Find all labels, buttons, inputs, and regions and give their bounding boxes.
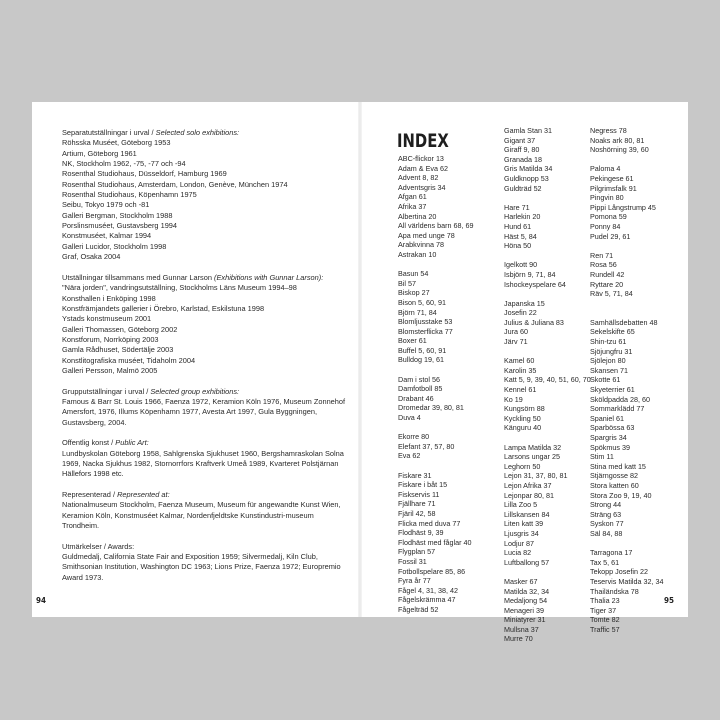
index-entry: Flygplan 57: [398, 547, 436, 557]
exhibition-entry: Konstmuséet, Kalmar 1994: [62, 231, 152, 241]
index-entry: Pekingese 61: [590, 173, 634, 183]
index-entry: Flicka med duva 77: [398, 518, 461, 528]
index-entry: Menageri 39: [504, 605, 544, 615]
section-heading: Grupputställningar i urval / Selected group exhibitions:: [62, 386, 240, 396]
index-letter-group: [590, 164, 664, 241]
index-entry: Ishockeyspelare 64: [504, 279, 566, 289]
index-entry: Tax 5, 61: [590, 557, 620, 567]
index-entry: Skansen 71: [590, 365, 628, 375]
index-entry: Kyckling 50: [504, 413, 541, 423]
index-entry: Advent 8, 82: [398, 173, 439, 183]
index-entry: ABC-flickor 13: [398, 154, 444, 163]
index-entry: Japanska 15: [504, 298, 545, 308]
index-entry: Fotbollspelare 85, 86: [398, 566, 466, 576]
index-entry: Fågelskrämma 47: [398, 595, 456, 605]
index-entry: Pudel 29, 61: [590, 231, 631, 241]
index-letter-group: [398, 471, 474, 615]
exhibition-entry: Rosenthal Studiohaus, Köpenhamn 1975: [62, 190, 197, 200]
index-entry: Kungsörn 88: [504, 404, 545, 414]
index-entry: Stim 11: [590, 452, 614, 462]
index-entry: Granada 18: [504, 154, 542, 164]
index-entry: Duva 4: [398, 413, 421, 423]
section-paragraph: Lundbyskolan Göteborg 1958, Sahlgrenska Sjukhuset 1960, Bergshamraskolan Solna 1969, Nacka Sjukhus 1982, Stornorrfors Kraftverk Umeå 1989, Kvarteret Polstjärnan Hällefors 1998 etc.: [62, 448, 344, 479]
index-entry: Flodhäst med fåglar 40: [398, 537, 472, 547]
index-entry: Hund 61: [504, 221, 532, 231]
exhibition-entry: Galleri Persson, Malmö 2005: [62, 365, 158, 375]
book-gutter: [358, 102, 362, 617]
index-entry: Rundell 42: [590, 269, 625, 279]
exhibition-entry: NK, Stockholm 1962, -75, -77 och -94: [62, 159, 186, 169]
index-entry: Medaljong 54: [504, 596, 548, 606]
index-entry: Lejon 31, 37, 80, 81: [504, 471, 568, 481]
index-entry: Negress 78: [590, 126, 627, 135]
index-entry: Fågel 4, 31, 38, 42: [398, 585, 458, 595]
index-entry: Pomona 59: [590, 212, 627, 222]
index-entry: Strong 44: [590, 500, 622, 510]
index-entry: Karolin 35: [504, 365, 537, 375]
index-entry: Sköldpadda 28, 60: [590, 394, 650, 404]
index-entry: Miniatyrer 31: [504, 615, 546, 625]
index-entry: Lejon Afrika 37: [504, 480, 552, 490]
index-entry: Thalia 23: [590, 596, 620, 606]
index-title: INDEX: [397, 130, 449, 152]
index-entry: Ljusgris 34: [504, 528, 539, 538]
index-entry: Bil 57: [398, 278, 416, 288]
page-number-right: 95: [664, 596, 675, 605]
index-entry: Gris Matilda 34: [504, 164, 553, 174]
cv-section: [62, 542, 352, 583]
index-entry: Fjäril 42, 58: [398, 508, 436, 518]
index-entry: Kamel 60: [504, 356, 535, 366]
index-entry: Spaniel 61: [590, 413, 624, 423]
exhibition-entry: Graf, Osaka 2004: [62, 252, 121, 262]
index-entry: Blomsterflicka 77: [398, 326, 453, 336]
cv-section: [62, 438, 352, 479]
index-entry: Samhällsdebatten 48: [590, 317, 658, 327]
index-entry: Julius & Juliana 83: [504, 317, 564, 327]
index-column-1: [398, 154, 474, 624]
exhibition-entry: Rosenthal Studiohaus, Amsterdam, London, Genève, München 1974: [62, 179, 288, 189]
exhibition-entry: Ystads konstmuseum 2001: [62, 314, 152, 324]
index-entry: Stora katten 60: [590, 480, 639, 490]
index-entry: Sjöjungfru 31: [590, 346, 633, 356]
index-column-3: [590, 126, 664, 644]
index-entry: Pilgrimsfalk 91: [590, 183, 637, 193]
index-entry: Dam i stol 56: [398, 374, 440, 384]
index-entry: Fiskare 31: [398, 470, 432, 480]
index-entry: Liten katt 39: [504, 519, 544, 529]
index-entry: Murre 70: [504, 634, 533, 644]
index-entry: Ko 19: [504, 394, 523, 404]
index-letter-group: [504, 299, 591, 347]
index-entry: Jura 60: [504, 327, 528, 337]
index-letter-group: [398, 269, 474, 365]
index-column-2: [504, 126, 591, 654]
index-entry: Isbjörn 9, 71, 84: [504, 269, 556, 279]
exhibition-entry: Seibu, Tokyo 1979 och -81: [62, 200, 150, 210]
index-entry: Lucia 82: [504, 548, 532, 558]
index-entry: Räv 5, 71, 84: [590, 289, 633, 299]
index-entry: Damfotboll 85: [398, 384, 443, 394]
exhibition-entry: "Nära jorden", vandringsutställning, Stockholms Läns Museum 1994–98: [62, 283, 297, 293]
cv-section: [62, 128, 352, 262]
index-entry: Eva 62: [398, 451, 421, 461]
index-entry: Shin-tzu 61: [590, 337, 627, 347]
index-entry: Larsons ungar 25: [504, 452, 560, 462]
index-entry: Drabant 46: [398, 393, 434, 403]
exhibition-entry: Röhsska Muséet, Göteborg 1953: [62, 138, 171, 148]
index-letter-group: [504, 203, 591, 251]
index-letter-group: [504, 356, 591, 433]
index-entry: All världens barn 68, 69: [398, 221, 474, 231]
index-entry: Bulldog 19, 61: [398, 355, 444, 365]
index-entry: Noshörning 39, 60: [590, 145, 649, 155]
index-entry: Bison 5, 60, 91: [398, 297, 446, 307]
index-entry: Luftballong 57: [504, 557, 550, 567]
index-entry: Tomte 82: [590, 615, 620, 625]
index-entry: Flodhäst 9, 39: [398, 528, 444, 538]
index-entry: Skotte 61: [590, 375, 621, 385]
index-entry: Boxer 61: [398, 336, 427, 346]
exhibition-entry: Konstforum, Norrköping 2003: [62, 334, 159, 344]
index-letter-group: [398, 432, 474, 461]
index-letter-group: [398, 154, 474, 260]
exhibition-entry: Konstlitografiska muséet, Tidaholm 2004: [62, 355, 196, 365]
index-entry: Paloma 4: [590, 164, 621, 174]
index-entry: Tiger 37: [590, 605, 617, 615]
index-entry: Afrika 37: [398, 201, 427, 211]
cv-section: [62, 387, 352, 428]
index-letter-group: [398, 375, 474, 423]
section-heading: Offentlig konst / Public Art:: [62, 438, 149, 448]
index-entry: Lejonpar 80, 81: [504, 490, 554, 500]
index-entry: Järv 71: [504, 337, 528, 347]
index-letter-group: [504, 443, 591, 568]
exhibition-entry: Konsthallen i Enköping 1998: [62, 293, 156, 303]
index-entry: Gigant 37: [504, 135, 536, 145]
index-entry: Harlekin 20: [504, 212, 541, 222]
index-entry: Elefant 37, 57, 80: [398, 441, 455, 451]
page-number-left: 94: [36, 596, 47, 605]
index-entry: Stora Zoo 9, 19, 40: [590, 490, 652, 500]
index-entry: Fiskservis 11: [398, 489, 440, 499]
index-entry: Josefin 22: [504, 308, 537, 318]
index-entry: Rosa 56: [590, 260, 617, 270]
index-entry: Fågelträd 52: [398, 604, 439, 614]
index-entry: Stjärngosse 82: [590, 471, 638, 481]
index-entry: Adam & Eva 62: [398, 163, 448, 173]
index-entry: Ponny 84: [590, 221, 621, 231]
index-entry: Spökmus 39: [590, 442, 630, 452]
index-entry: Masker 67: [504, 576, 538, 586]
index-entry: Fjällhare 71: [398, 499, 436, 509]
index-entry: Känguru 40: [504, 423, 542, 433]
index-entry: Tekopp Josefin 22: [590, 567, 648, 577]
index-entry: Albertina 20: [398, 211, 437, 221]
index-letter-group: [590, 318, 664, 539]
cv-section: [62, 490, 352, 531]
index-entry: Häst 5, 84: [504, 231, 537, 241]
index-entry: Sträng 63: [590, 509, 622, 519]
index-entry: Höna 50: [504, 241, 532, 251]
index-entry: Pippi Långstrump 45: [590, 202, 656, 212]
index-letter-group: [504, 260, 591, 289]
exhibition-entry: Porslinsmuséet, Gustavsberg 1994: [62, 221, 178, 231]
index-entry: Biskop 27: [398, 288, 430, 298]
section-heading: Separatutställningar i urval / Selected solo exhibitions:: [62, 128, 240, 137]
index-letter-group: [590, 251, 664, 299]
index-entry: Fyra år 77: [398, 576, 431, 586]
index-entry: Igelkott 90: [504, 260, 538, 270]
section-paragraph: Famous & Barr St. Louis 1966, Faenza 1972, Keramion Köln 1976, Museum Zonnehof Amersfort, 1976, Illums Köpenhamn 1977, Avesta Art 1997, Gula Byggningen, Gustavsberg, 2004.: [62, 396, 346, 427]
index-entry: Syskon 77: [590, 519, 624, 529]
index-entry: Basun 54: [398, 269, 429, 279]
index-entry: Mullsna 37: [504, 624, 539, 634]
index-entry: Thailändska 78: [590, 586, 639, 596]
index-entry: Dromedar 39, 80, 81: [398, 403, 464, 413]
index-entry: Katt 5, 9, 39, 40, 51, 60, 70: [504, 375, 591, 385]
section-paragraph: Guldmedalj, California State Fair and Exposition 1959; Silvermedalj, Kiln Club, Smithsonian Institution, Washington DC 1963; Lions Prize, Faenza 1972; Europremio Award 1973.: [62, 552, 341, 582]
index-entry: Skyeterrier 61: [590, 385, 635, 395]
index-entry: Spargris 34: [590, 433, 627, 442]
index-entry: Ren 71: [590, 250, 614, 260]
index-entry: Sommarklädd 77: [590, 404, 645, 414]
index-entry: Sekelskifte 65: [590, 327, 635, 337]
section-paragraph: Nationalmuseum Stockholm, Faenza Museum, Museum für angewandte Kunst Wien, Keramion Köln, Konstmuséet Kalmar, Nordenfjeldtske Kunstindustri-museum Trondheim.: [62, 500, 341, 531]
index-entry: Gamla Stan 31: [504, 126, 552, 135]
index-letter-group: [504, 577, 591, 644]
exhibition-entry: Galleri Lucidor, Stockholm 1998: [62, 241, 167, 251]
index-entry: Stina med katt 15: [590, 461, 646, 471]
index-entry: Arabkvinna 78: [398, 240, 444, 250]
index-entry: Tarragona 17: [590, 548, 633, 558]
index-entry: Afgan 61: [398, 192, 427, 202]
index-entry: Sparbössa 63: [590, 423, 635, 433]
book-spread: [32, 102, 688, 644]
index-entry: Giraff 9, 80: [504, 145, 540, 155]
cv-section: [62, 273, 352, 376]
index-entry: Fossil 31: [398, 556, 427, 566]
section-heading: Utmärkelser / Awards:: [62, 541, 135, 551]
index-entry: Apa med unge 78: [398, 230, 455, 240]
exhibition-entry: Rosenthal Studiohaus, Düsseldorf, Hamburg 1969: [62, 169, 227, 179]
index-letter-group: [590, 548, 664, 634]
index-entry: Ryttare 20: [590, 279, 624, 289]
section-heading: Utställningar tillsammans med Gunnar Larson (Exhibitions with Gunnar Larson):: [62, 272, 324, 282]
exhibition-entry: Gamla Rådhuset, Södertälje 2003: [62, 345, 174, 355]
index-entry: Pingvin 80: [590, 193, 624, 203]
index-entry: Hare 71: [504, 202, 530, 212]
index-entry: Säl 84, 88: [590, 528, 623, 538]
index-entry: Björn 71, 84: [398, 307, 437, 317]
left-page: [62, 128, 352, 593]
index-entry: Traffic 57: [590, 624, 620, 634]
index-entry: Sjölejon 80: [590, 356, 626, 366]
section-heading: Representerad / Represented at:: [62, 490, 170, 500]
index-entry: Matilda 32, 34: [504, 586, 550, 596]
index-entry: Fiskare i båt 15: [398, 480, 448, 490]
index-entry: Lillskansen 84: [504, 509, 550, 519]
exhibition-entry: Galleri Bergman, Stockholm 1988: [62, 210, 173, 220]
exhibition-entry: Konstfrämjandets gallerier i Örebro, Karlstad, Eskilstuna 1998: [62, 303, 265, 313]
index-entry: Lilla Zoo 5: [504, 500, 538, 510]
index-entry: Leghorn 50: [504, 461, 541, 471]
index-entry: Lampa Matilda 32: [504, 442, 562, 452]
index-entry: Buffel 5, 60, 91: [398, 345, 447, 355]
index-entry: Guldträd 52: [504, 183, 542, 193]
index-entry: Astrakan 10: [398, 249, 437, 259]
index-letter-group: [504, 126, 591, 193]
index-entry: Adventsgris 34: [398, 182, 446, 192]
index-entry: Teservis Matilda 32, 34: [590, 576, 664, 586]
exhibition-entry: Galleri Thomassen, Göteborg 2002: [62, 324, 178, 334]
index-entry: Lodjur 87: [504, 538, 534, 548]
exhibition-entry: Artium, Göteborg 1961: [62, 148, 137, 158]
index-letter-group: [590, 126, 664, 155]
index-entry: Kennel 61: [504, 385, 537, 395]
index-entry: Blomljusstake 53: [398, 317, 453, 327]
index-entry: Noaks ark 80, 81: [590, 135, 645, 145]
index-entry: Ekorre 80: [398, 432, 430, 442]
index-entry: Guldknopp 53: [504, 173, 549, 183]
